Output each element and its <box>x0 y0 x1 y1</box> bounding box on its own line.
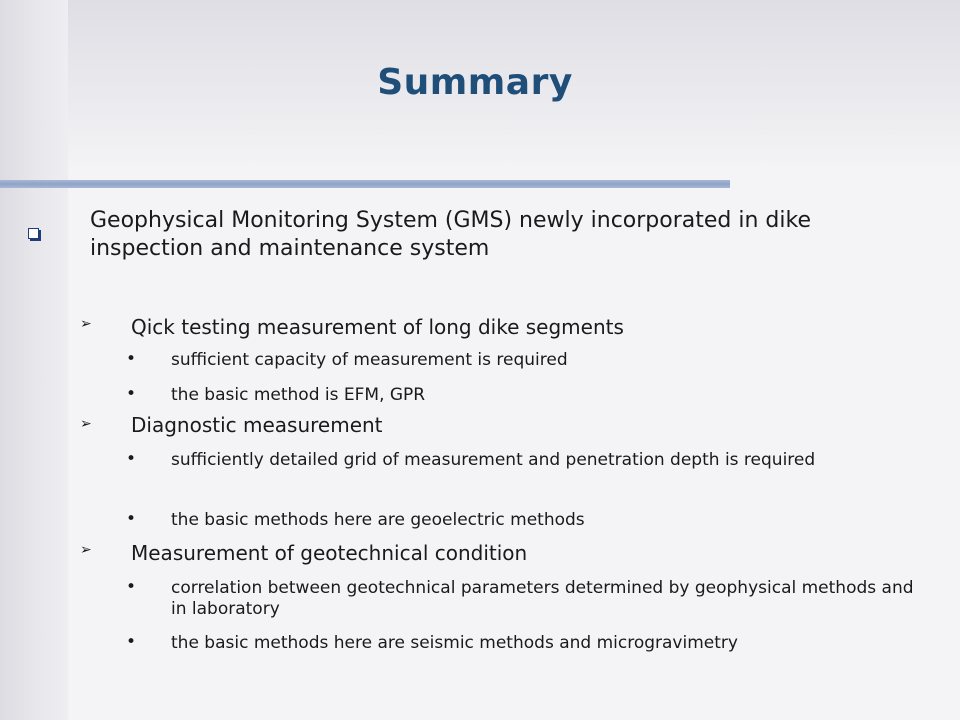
section-item: sufficient capacity of measurement is required <box>171 350 568 370</box>
dot-bullet-icon: • <box>126 349 137 369</box>
section-heading: Qick testing measurement of long dike segments <box>131 315 624 339</box>
arrow-bullet-icon: ➢ <box>80 416 92 432</box>
dot-bullet-icon: • <box>126 384 137 404</box>
main-point: Geophysical Monitoring System (GMS) newly incorporated in dike inspection and maintenance system <box>90 208 811 261</box>
section-item: the basic methods here are geoelectric methods <box>171 510 585 530</box>
section-item: sufficiently detailed grid of measurement and penetration depth is required <box>171 450 816 470</box>
dot-bullet-icon: • <box>126 577 137 597</box>
section-item: the basic method is EFM, GPR <box>171 385 426 405</box>
dot-bullet-icon: • <box>126 509 137 529</box>
dot-bullet-icon: • <box>126 632 137 652</box>
section-heading: Measurement of geotechnical condition <box>131 541 528 565</box>
section-item: correlation between geotechnical parameters determined by geophysical methods and in laboratory <box>171 578 914 619</box>
dot-bullet-icon: • <box>126 449 137 469</box>
section-heading: Diagnostic measurement <box>131 413 383 437</box>
slide-title: Summary <box>377 62 573 103</box>
arrow-bullet-icon: ➢ <box>80 542 92 558</box>
square-bullet-icon <box>28 228 39 239</box>
arrow-bullet-icon: ➢ <box>80 316 92 332</box>
section-item: the basic methods here are seismic methods and microgravimetry <box>171 633 738 653</box>
